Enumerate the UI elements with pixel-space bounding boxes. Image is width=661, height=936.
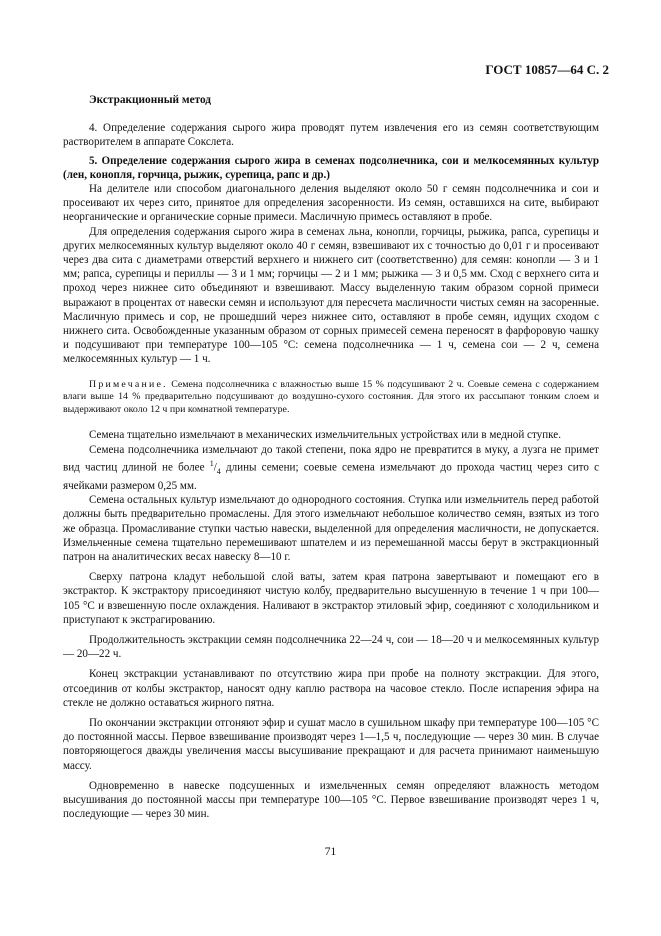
paragraph-5b: Для определения содержания сырого жира в семенах льна, конопли, горчицы, рыжика, рапса, сурепицы и других мелкосемянных культур выделяют около 40 г семян, взвешивают их с точностью до 0,01 г и просеивают через два сита с диаметрами отверстий верхнего и нижнего сит (соответственно) для семян: конопли — 3 и 1 мм; рапса, сурепицы и периллы — 3 и 1 мм; горчицы — 2 и 1 мм; рыжика — 3 и 0,5 мм. Сход с верхнего сита и проход через нижнее сито объединяют и взвешивают. Массу выделенную таким образом сорной примеси выражают в процентах от навески семян и используют для пересчета масличности чистых семян на засоренные. Масличную примесь и сор, не прошедший через нижнее сито, оставляют в пробе семян, идущих сходом с нижнего сита. Освобожденные указанным образом от сорных примесей семена переносят в фарфоровую чашку и подсушивают при температуре 100—105 °С: семена подсолнечника — 1 ч, семена сои — 2 ч, семена мелкосемянных культур — 1 ч. <box>63 225 599 366</box>
paragraph-e: Семена остальных культур измельчают до однородного состояния. Ступка или измельчитель перед работой должны быть предварительно промаслены. Для этого измельчают небольшое количество семян, взятых из того же образца. Промасливание ступки частью навески, выделенной для определения масличности, не допускается. Измельченные семена тщательно перемешивают шпателем и из перемешанной массы берут в экстракционный патрон на аналитических весах навеску 8—10 г. <box>63 494 599 563</box>
fraction-numerator: 1 <box>209 458 214 468</box>
paragraph-5a: На делителе или способом диагонального деления выделяют около 50 г семян подсолнечника и сои и просеивают их через сито, принятое для определения засоренности. Из семян, оставшихся на сите, выбирают неорганические и органические сорные примеси. Масличную примесь оставляют в пробе. <box>63 183 599 224</box>
paragraph-d: Семена подсолнечника измельчают до такой степени, пока ядро не превратится в муку, а лузга не примет вид частиц длиной не более $^1/_4$ длины семени; соевые семена измельчают до прохода частиц через сито с ячейками размером 0,25 мм. <box>63 443 599 492</box>
note-text: Семена подсолнечника с влажностью выше 15 % подсушивают 2 ч. Соевые семена с содержанием влаги выше 14 % предварительно подсушивают до воздушно-сухого состояния. Для этого их рассыпают тонким слоем и выдерживают около 12 ч при комнатной температуре. <box>63 378 600 415</box>
standard-header: ГОСТ 10857—64 С. 2 <box>485 62 609 77</box>
paragraph-d-part1: Семена подсолнечника измельчают до такой степени, пока ядро не превратится в муку, а лузга не примет вид частиц длиной не более <box>63 443 599 474</box>
fraction-denominator: 4 <box>216 466 221 476</box>
section-title: Экстракционный метод <box>89 94 212 106</box>
paragraph-5-heading: 5. Определение содержания сырого жира в семенах подсолнечника, сои и мелкосемянных культур (лен, конопля, горчица, рыжик, сурепица, рапс и др.) <box>63 154 599 181</box>
paragraph-j: Одновременно в навеске подсушенных и измельченных семян определяют влажность методом высушивания до постоянной массы при температуре 100—105 °С. Первое взвешивание производят через 1 ч, последующие — через 30 мин. <box>63 779 599 821</box>
paragraph-c: Семена тщательно измельчают в механических измельчительных устройствах или в медной ступке. <box>89 429 561 442</box>
note-label: Примечание. <box>89 378 168 390</box>
document-body <box>63 93 599 821</box>
paragraph-f: Сверху патрона кладут небольшой слой ваты, затем края патрона завертывают и помещают его в экстрактор. К экстрактору присоединяют чистую колбу, предварительно высушенную в течение 1 ч при 100—105 °С и взвешенную после охлаждения. Наливают в экстрактор этиловый эфир, соединяют с холодильником и приступают к экстрагированию. <box>63 571 599 626</box>
page-number: 71 <box>324 846 337 858</box>
paragraph-i: По окончании экстракции отгоняют эфир и сушат масло в сушильном шкафу при температуре 100—105 °С до постоянной массы. Первое взвешивание производят через 1—1,5 ч, последующие — через 30 мин. В случае повторяющегося дважды увеличения массы высушивание прекращают и для расчета принимают наименьшую массу. <box>63 717 599 772</box>
paragraph-g: Продолжительность экстракции семян подсолнечника 22—24 ч, сои — 18—20 ч и мелкосемянных культур — 20—22 ч. <box>63 633 599 661</box>
paragraph-4: 4. Определение содержания сырого жира проводят путем извлечения его из семян соответствующим растворителем в аппарате Сокслета. <box>63 122 599 149</box>
note <box>63 379 599 417</box>
paragraph-h: Конец экстракции устанавливают по отсутствию жира при пробе на полноту экстракции. Для этого, отсоединив от колбы экстрактор, наносят одну каплю раствора на часовое стекло. После испарения эфира на стекле не должно оставаться жирного пятна. <box>63 668 599 709</box>
paragraph-d-part2: длины семени; соевые семена измельчают до прохода частиц через сито с ячейками размером 0,25 мм. <box>63 461 599 492</box>
